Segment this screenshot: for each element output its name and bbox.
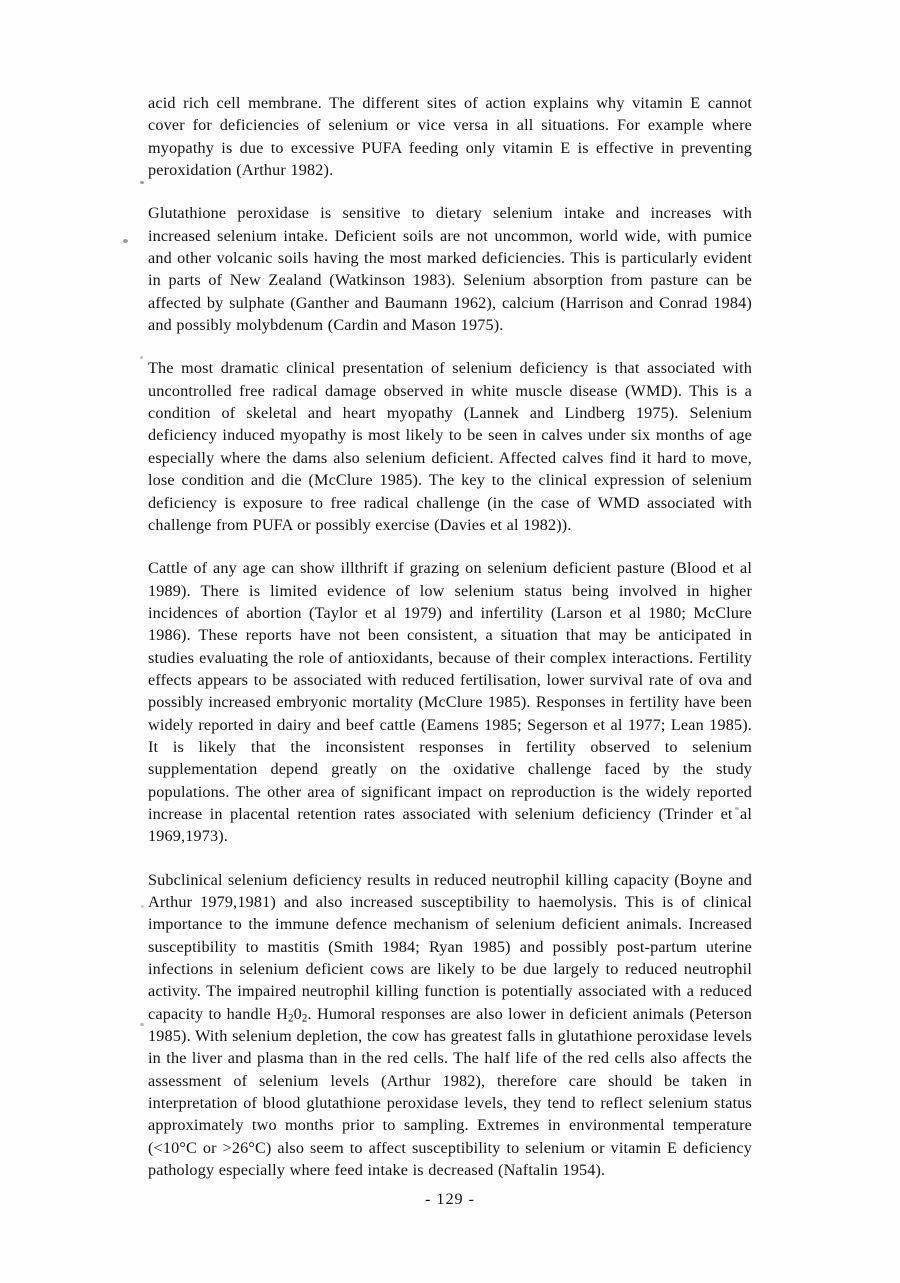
chemical-subscript: 2 bbox=[301, 1012, 308, 1025]
document-body bbox=[148, 92, 752, 1181]
scan-speckle-artifact bbox=[123, 239, 128, 243]
scan-speckle-artifact bbox=[140, 356, 143, 359]
scan-speckle-artifact bbox=[140, 181, 144, 184]
scan-speckle-artifact bbox=[140, 1023, 144, 1026]
chemical-subscript: 2 bbox=[287, 1012, 294, 1025]
body-paragraph-2: Glutathione peroxidase is sensitive to dietary selenium intake and increases with increased selenium intake. Deficient soils are not uncommon, world wide, with pumice and other volcanic soils having the most marked deficiencies. This is particularly evident in parts of New Zealand (Watkinson 1983). Selenium absorption from pasture can be affected by sulphate (Ganther and Baumann 1962), calcium (Harrison and Conrad 1984) and possibly molybdenum (Cardin and Mason 1975). bbox=[148, 204, 752, 335]
scan-speckle-artifact bbox=[141, 905, 144, 908]
page-number: - 129 - bbox=[425, 1190, 475, 1208]
body-paragraph-4: Cattle of any age can show illthrift if grazing on selenium deficient pasture (Blood et al 1989). There is limited evidence of low selenium status being involved in higher incidences of abortion (Taylor et al 1979) and infertility (Larson et al 1980; McClure 1986). These reports have not been consistent, a situation that may be anticipated in studies evaluating the role of antioxidants, because of their complex interactions. Fertility effects appears to be associated with reduced fertilisation, lower survival rate of ova and possibly increased embryonic mortality (McClure 1985). Responses in fertility have been widely reported in dairy and beef cattle (Eamens 1985; Segerson et al 1977; Lean 1985). It is likely that the inconsistent responses in fertility observed to selenium supplementation depend greatly on the oxidative challenge faced by the study populations. The other area of significant impact on reproduction is the widely reported increase in placental retention rates associated with selenium deficiency (Trinder et al 1969,1973). bbox=[148, 559, 752, 846]
body-paragraph-5: Subclinical selenium deficiency results in reduced neutrophil killing capacity (Boyne and Arthur 1979,1981) and also increased susceptibility to haemolysis. This is of clinical importance to the immune defence mechanism of selenium deficient animals. Increased susceptibility to mastitis (Smith 1984; Ryan 1985) and possibly post-partum uterine infections in selenium deficient cows are likely to be due largely to reduced neutrophil activity. The impaired neutrophil killing function is potentially associated with a reduced capacity to handle $H_20_2$. Humoral responses are also lower in deficient animals (Peterson 1985). With selenium depletion, the cow has greatest falls in glutathione peroxidase levels in the liver and plasma than in the red cells. The half life of the red cells also affects the assessment of selenium levels (Arthur 1982), therefore care should be taken in interpretation of blood glutathione peroxidase levels, they tend to reflect selenium status approximately two months prior to sampling. Extremes in environmental temperature (<10°C or >26°C) also seem to affect susceptibility to selenium or vitamin E deficiency pathology especially where feed intake is decreased (Naftalin 1954). bbox=[148, 870, 752, 1180]
body-paragraph-1: acid rich cell membrane. The different sites of action explains why vitamin E cannot cover for deficiencies of selenium or vice versa in all situations. For example where myopathy is due to excessive PUFA feeding only vitamin E is effective in preventing peroxidation (Arthur 1982). bbox=[148, 94, 752, 180]
body-paragraph-3: The most dramatic clinical presentation of selenium deficiency is that associated with uncontrolled free radical damage observed in white muscle disease (WMD). This is a condition of skeletal and heart myopathy (Lannek and Lindberg 1975). Selenium deficiency induced myopathy is most likely to be seen in calves under six months of age especially where the dams also selenium deficient. Affected calves find it hard to move, lose condition and die (McClure 1985). The key to the clinical expression of selenium deficiency is exposure to free radical challenge (in the case of WMD associated with challenge from PUFA or possibly exercise (Davies et al 1982)). bbox=[148, 359, 752, 534]
